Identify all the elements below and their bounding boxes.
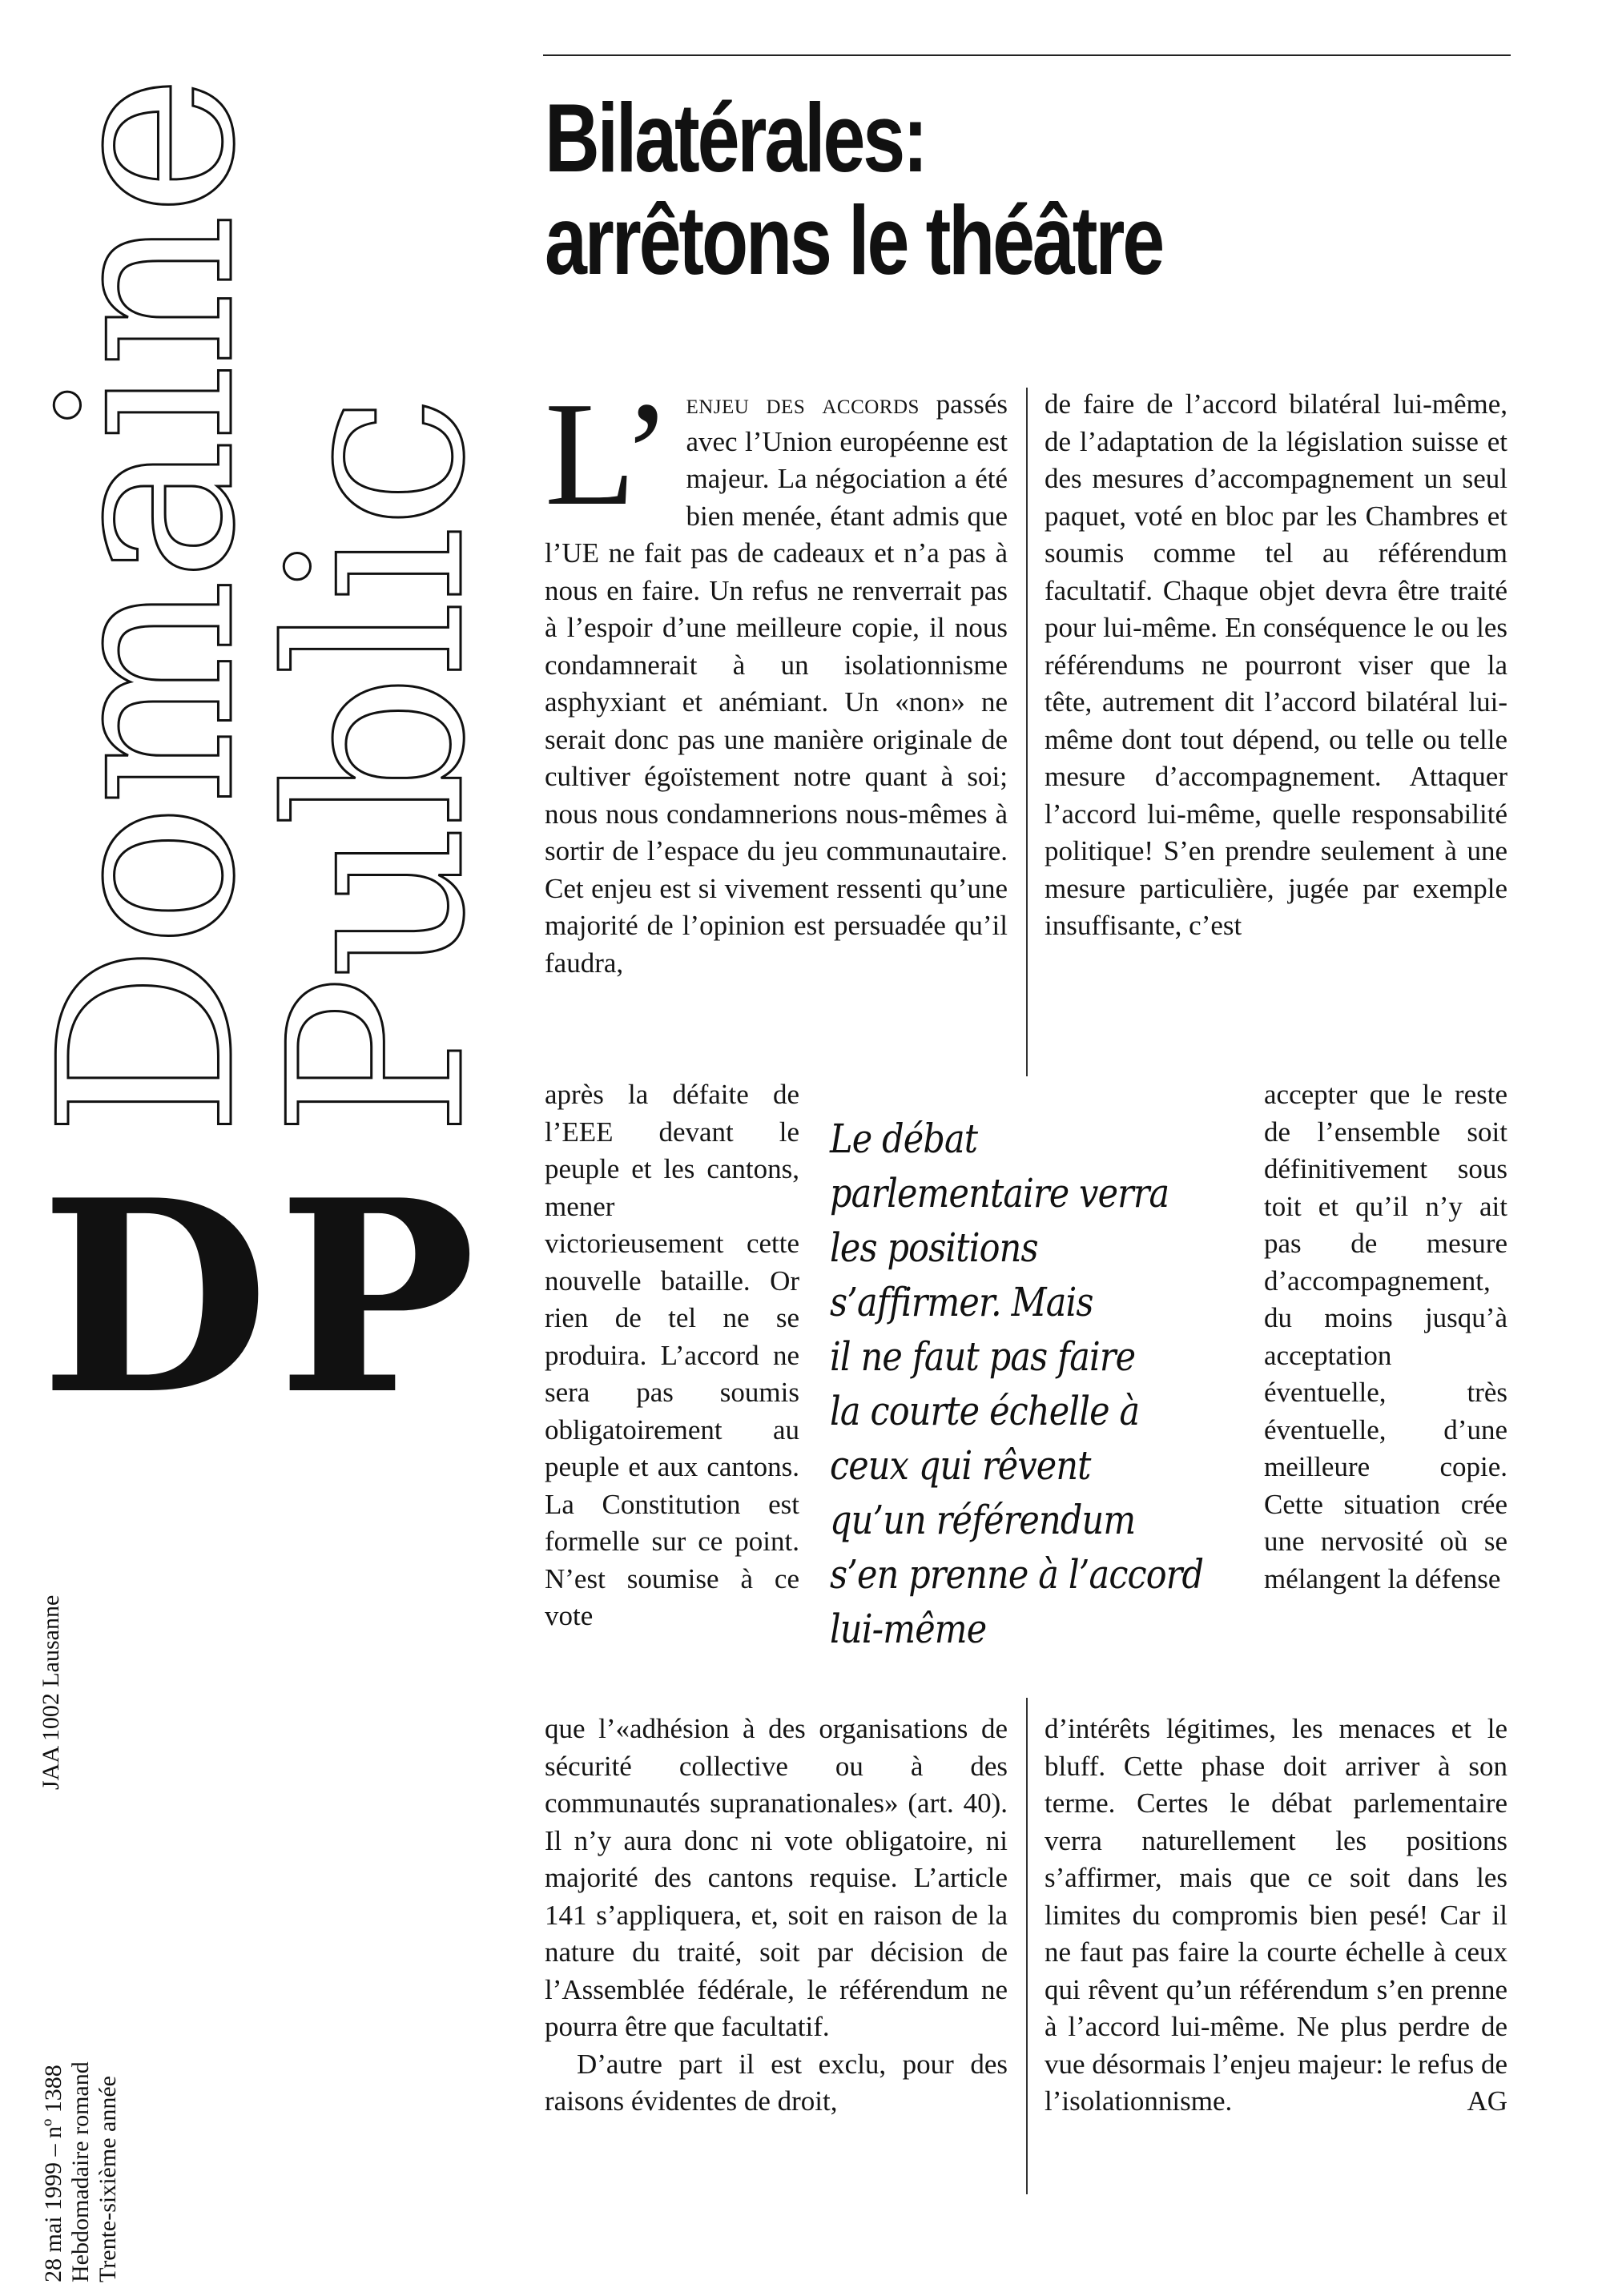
wrap-text-1: après la défaite de l’EEE devant le peuple et les cantons, mener victorieusement cette nouvelle bataille. Or rien de tel ne se produira. L’accord ne sera pas soumis obligatoirement au peuple et aux cantons. La Constitution est formelle sur ce point. N’est soumise à ce vote <box>545 1079 799 1631</box>
wrap-text-2: accepter que le reste de l’ensemble soit définitivement sous toit et qu’il n’y ait pas de mesure d’accompagnement, du moins jusqu’à acceptation éventuelle, très éventuelle, d’une meilleure copie. Cette situation crée une nervosité où se mélangent la défense <box>1264 1079 1507 1594</box>
masthead-title-public: Public <box>238 397 517 1137</box>
article-column-2 <box>1045 386 1507 1076</box>
headline-line-1: Bilatérales: <box>545 83 926 192</box>
closing-text: d’intérêts légitimes, les menaces et le bluff. Cette phase doit arriver à son terme. Certes le débat parlementaire verra naturellement les positions s’affirmer, mais que ce soit dans les limites du compromis bien pesé! Car il ne faut pas faire la courte échelle à ceux qui rêvent qu’un référendum s’en prenne à l’accord lui-même. Ne plus perdre de vue désormais l’enjeu majeur: le refus de l’isolationnisme. <box>1045 1713 1507 2117</box>
masthead <box>0 0 517 2296</box>
column-2-lower <box>1045 1711 1507 2121</box>
paragraph-2: D’autre part il est exclu, pour des raisons évidentes de droit, <box>545 2048 1008 2117</box>
pull-quote-line: les positions <box>830 1224 1038 1271</box>
masthead-title-domaine: Domaine <box>8 77 288 1137</box>
pull-quote-line: il ne faut pas faire <box>830 1333 1136 1380</box>
author-signature: AG <box>1467 2085 1507 2117</box>
pull-quote-line: ceux qui rêvent <box>830 1442 1091 1489</box>
column-2-text: de faire de l’accord bilatéral lui-même, de l’adaptation de la législation suisse et des mesures d’accompagnement un seul paquet, voté en bloc par les Chambres et soumis comme tel au référendum facultatif. Chaque objet devra être traité pour lui-même. En conséquence le ou les référendums ne pourront viser que la tête, autrement dit l’accord bilatéral lui-même dont tout dépend, ou telle ou telle mesure d’accompagnement. Attaquer l’accord lui-même, quelle responsabilité politique! S’en prendre seulement à une mesure particulière, jugée par exemple insuffisante, c’est <box>1045 388 1507 941</box>
pull-quote-line: s’affirmer. Mais <box>830 1279 1093 1325</box>
paragraph-rest-2 <box>1045 1711 1507 2121</box>
pull-quote-line: la courte échelle à <box>830 1388 1140 1434</box>
pull-quote-line: qu’un référendum <box>830 1497 1136 1543</box>
top-rule <box>543 54 1511 56</box>
pull-quote-line: s’en prenne à l’accord <box>830 1551 1204 1598</box>
issue-info <box>40 2061 122 2282</box>
column-1-lower <box>545 1711 1008 2121</box>
issue-date: 28 mai 1999 – nº 1388 <box>40 2065 66 2282</box>
pull-quote-line: Le débat <box>830 1116 978 1162</box>
paragraph-rest-1: que l’«adhésion à des organisations de sécurité collective ou à des communautés supranationales» (art. 40). Il n’y aura donc ni vote obligatoire, ni majorité des cantons requise. L’article 141 s’appliquera, et, soit en raison de la nature du traité, soit par décision de l’Assemblée fédérale, le référendum ne pourra être que facultatif. <box>545 1713 1008 2042</box>
issue-year: Trente-sixième année <box>95 2076 121 2282</box>
column-rule-lower <box>1026 1698 1028 2194</box>
drop-cap: L’ <box>545 386 672 537</box>
postal-mark: JAA 1002 Lausanne <box>38 1594 64 1790</box>
column-2-upper <box>1045 386 1507 1076</box>
headline-line-2: arrêtons le théâtre <box>545 186 1163 295</box>
paragraph-lead <box>545 386 1008 982</box>
headline <box>545 83 1294 295</box>
lead-text: passés avec l’Union européenne est majeur. La négociation a été bien menée, étant admis que l’UE ne fait pas de cadeaux et n’a pas à nous en faire. Un refus ne renverrait pas à l’espoir d’une meilleure copie, il nous condamnerait à un isolationnisme asphyxiant et anémiant. Un «non» ne serait donc pas une manière originale de cultiver égoïstement notre quant à soi; nous nous condamnerions nous-mêmes à sortir de l’espace du jeu communautaire. Cet enjeu est si vivement ressenti qu’une majorité de l’opinion est persuadée qu’il faudra, <box>545 388 1008 979</box>
pull-quote-line: lui-même <box>830 1606 987 1652</box>
column-1-wrap <box>545 1076 799 1635</box>
issue-frequency: Hebdomadaire romand <box>67 2061 94 2282</box>
lead-smallcaps: enjeu des accords <box>686 388 920 420</box>
masthead-initials: DP <box>40 1142 485 1453</box>
column-rule-upper <box>1026 388 1028 1076</box>
pull-quote <box>830 1112 1204 1656</box>
column-2-wrap <box>1264 1076 1507 1598</box>
pull-quote-line: parlementaire verra <box>830 1170 1169 1216</box>
